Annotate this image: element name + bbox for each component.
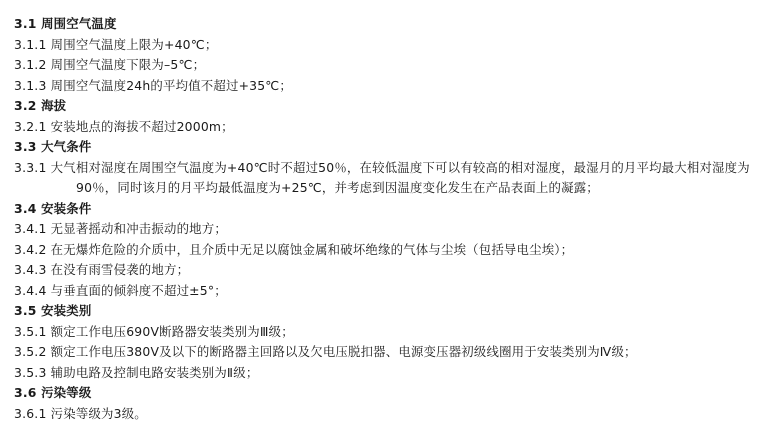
section-item-3-3-1-line1: 3.3.1 大气相对湿度在周围空气温度为+40℃时不超过50％，在较低温度下可以有较高的相对湿度，最湿月的月平均最大相对湿度为	[14, 160, 750, 175]
section-item-3-5-3: 3.5.3 辅助电路及控制电路安装类别为Ⅱ级；	[14, 363, 770, 384]
section-heading-3-2: 3.2 海拔	[14, 96, 770, 117]
section-item-3-4-3: 3.4.3 在没有雨雪侵袭的地方；	[14, 260, 770, 281]
section-item-3-1-2: 3.1.2 周围空气温度下限为–5℃；	[14, 55, 770, 76]
section-item-3-1-3: 3.1.3 周围空气温度24h的平均值不超过+35℃；	[14, 76, 770, 97]
section-item-3-2-1: 3.2.1 安装地点的海拔不超过2000m；	[14, 117, 770, 138]
section-item-3-4-2: 3.4.2 在无爆炸危险的介质中，且介质中无足以腐蚀金属和破坏绝缘的气体与尘埃（包括导电尘埃）；	[14, 240, 770, 261]
section-item-3-4-1: 3.4.1 无显著摇动和冲击振动的地方；	[14, 219, 770, 240]
section-item-3-1-1: 3.1.1 周围空气温度上限为+40℃；	[14, 35, 770, 56]
section-heading-3-4: 3.4 安装条件	[14, 199, 770, 220]
section-item-3-3-1	[14, 158, 770, 199]
section-item-3-6-1: 3.6.1 污染等级为3级。	[14, 404, 770, 424]
section-item-3-3-1-line2: 90％，同时该月的月平均最低温度为+25℃，并考虑到因温度变化发生在产品表面上的凝露；	[14, 178, 770, 199]
section-heading-3-5: 3.5 安装类别	[14, 301, 770, 322]
section-heading-3-3: 3.3 大气条件	[14, 137, 770, 158]
section-item-3-4-4: 3.4.4 与垂直面的倾斜度不超过±5°；	[14, 281, 770, 302]
section-heading-3-1: 3.1 周围空气温度	[14, 14, 770, 35]
section-item-3-5-1: 3.5.1 额定工作电压690V断路器安装类别为Ⅲ级；	[14, 322, 770, 343]
section-heading-3-6: 3.6 污染等级	[14, 383, 770, 404]
section-item-3-5-2: 3.5.2 额定工作电压380V及以下的断路器主回路以及欠电压脱扣器、电源变压器初级线圈用于安装类别为Ⅳ级；	[14, 342, 770, 363]
